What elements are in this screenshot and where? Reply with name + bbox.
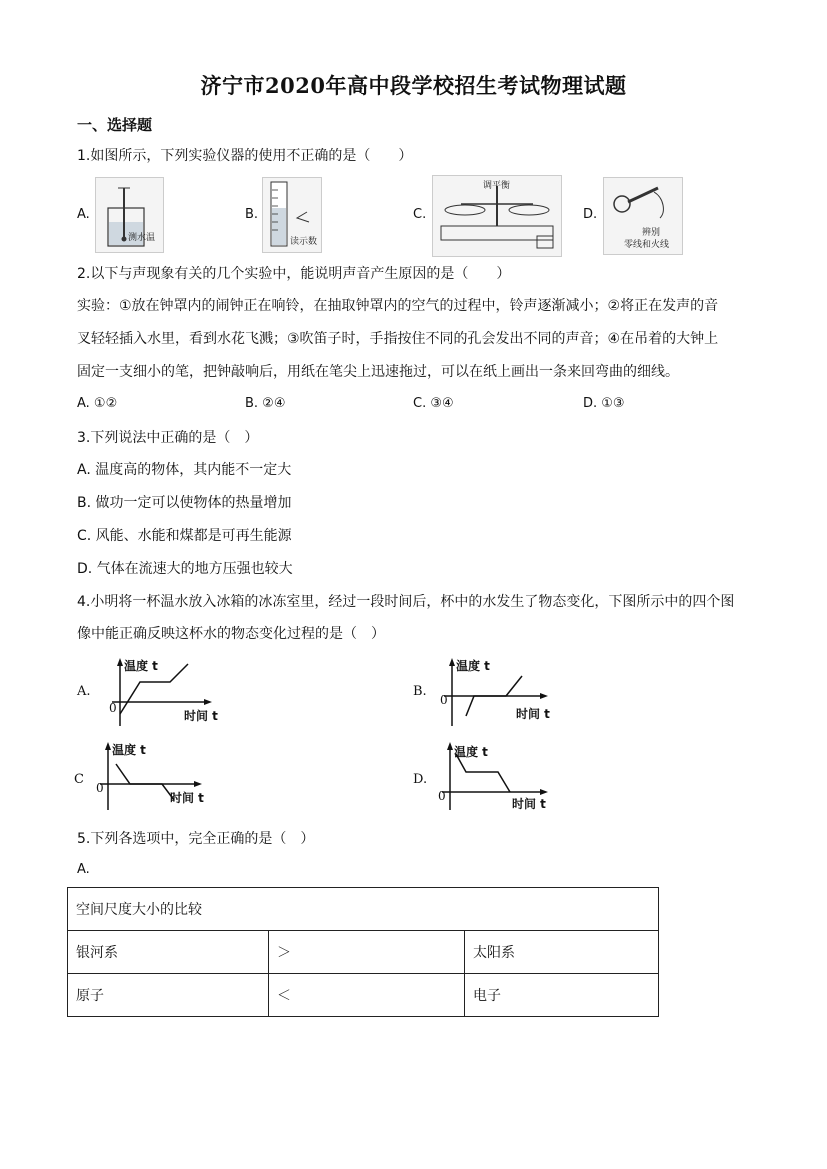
q4-stem-line2: 像中能正确反映这杯水的物态变化过程的是（ ）	[77, 626, 385, 642]
q1-option-b-label: B.	[245, 207, 259, 222]
q4-graph-a	[100, 656, 230, 728]
q1-caption-a: 测水温	[128, 233, 156, 243]
q4-graph-b-ylabel: 温度 t	[456, 659, 490, 673]
q2-body-line: 固定一支细小的笔，把钟敲响后，用纸在笔尖上迅速拖过，可以在纸上画出一条来回弯曲的细线。	[77, 364, 679, 380]
table-header: 空间尺度大小的比较	[68, 888, 659, 931]
table-cell: 银河系	[68, 931, 269, 974]
q1-stem: 1.如图所示，下列实验仪器的使用不正确的是（ ）	[77, 148, 413, 164]
table-cell: 原子	[68, 974, 269, 1017]
table-cell: ＜	[269, 974, 465, 1017]
q4-graph-c-origin: 0	[96, 781, 104, 795]
q3-stem: 3.下列说法中正确的是（ ）	[77, 430, 259, 446]
table-row	[68, 931, 659, 974]
q4-graph-b	[436, 656, 566, 728]
q1-figure-c	[432, 175, 562, 257]
q4-graph-c-ylabel: 温度 t	[112, 743, 146, 757]
table-row	[68, 888, 659, 931]
q5-table	[67, 887, 659, 1017]
q2-body	[77, 290, 757, 389]
q4-stem-line1: 4.小明将一杯温水放入冰箱的冰冻室里，经过一段时间后，杯中的水发生了物态变化，下图所示中的四个图	[77, 594, 735, 610]
q5-stem: 5.下列各选项中，完全正确的是（ ）	[77, 831, 315, 847]
table-cell: ＞	[269, 931, 465, 974]
section-heading: 一、选择题	[77, 116, 153, 134]
q1-option-c-label: C.	[413, 207, 427, 222]
q2-option-b: B. ②④	[245, 396, 286, 411]
q4-graph-d-origin: 0	[438, 789, 446, 803]
q4-option-b-label: B.	[413, 684, 427, 699]
q4-graph-b-xlabel: 时间 t	[516, 707, 550, 721]
q4-graph-c	[94, 740, 224, 812]
q1-figure-b	[262, 177, 322, 253]
q1-caption-c: 调平衡	[483, 181, 511, 191]
q2-stem: 2.以下与声现象有关的几个实验中，能说明声音产生原因的是（ ）	[77, 266, 511, 282]
q3-option-c: C. 风能、水能和煤都是可再生能源	[77, 528, 292, 544]
q5-option-a-label: A.	[77, 862, 90, 877]
page-title: 济宁市2020年高中段学校招生考试物理试题	[200, 73, 627, 98]
q4-graph-a-origin: 0	[109, 701, 117, 715]
q3-option-d: D. 气体在流速大的地方压强也较大	[77, 561, 293, 577]
q1-caption-d-line2: 零线和火线	[624, 240, 670, 250]
q4-graph-d	[432, 740, 562, 812]
q4-option-c-label: C	[74, 772, 84, 787]
q4-graph-c-xlabel: 时间 t	[170, 791, 204, 805]
q2-option-a: A. ①②	[77, 396, 118, 411]
table-row	[68, 974, 659, 1017]
q2-option-c: C. ③④	[413, 396, 454, 411]
q2-body-line: 叉轻轻插入水里，看到水花飞溅；③吹笛子时，手指按住不同的孔会发出不同的声音；④在吊着的大钟上	[77, 331, 719, 347]
q4-graph-d-ylabel: 温度 t	[454, 745, 488, 759]
q4-option-a-label: A.	[77, 684, 91, 699]
q1-option-a-label: A.	[77, 207, 90, 222]
q1-figure-a	[95, 177, 164, 253]
q3-option-a: A. 温度高的物体，其内能不一定大	[77, 462, 292, 478]
table-cell: 太阳系	[465, 931, 659, 974]
q4-graph-a-xlabel: 时间 t	[184, 709, 218, 723]
q4-graph-a-ylabel: 温度 t	[124, 659, 158, 673]
table-cell: 电子	[465, 974, 659, 1017]
q2-body-line: 实验：①放在钟罩内的闹钟正在响铃，在抽取钟罩内的空气的过程中，铃声逐渐减小；②将正在发声的音	[77, 298, 719, 314]
q1-caption-d-line1: 辨别	[642, 228, 661, 238]
q1-figure-d	[603, 177, 683, 255]
q4-graph-d-xlabel: 时间 t	[512, 797, 546, 811]
q2-option-d: D. ①③	[583, 396, 625, 411]
q4-graph-b-origin: 0	[440, 693, 448, 707]
q1-caption-b: 读示数	[290, 237, 318, 247]
q1-option-d-label: D.	[583, 207, 598, 222]
q3-option-b: B. 做功一定可以使物体的热量增加	[77, 495, 292, 511]
q4-option-d-label: D.	[413, 772, 428, 787]
